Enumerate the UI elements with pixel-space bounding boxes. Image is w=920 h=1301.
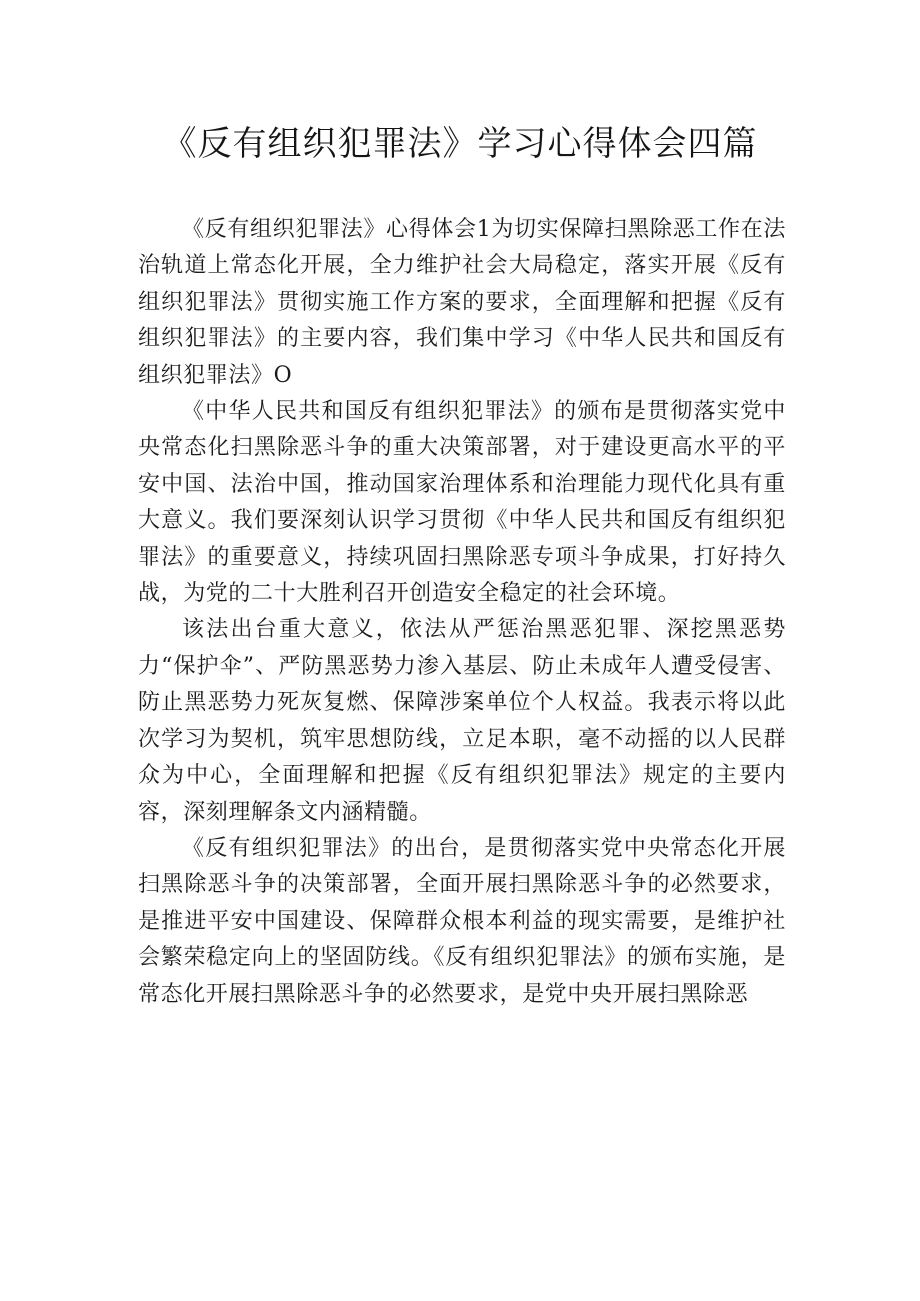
paragraph-4: 《反有组织犯罪法》的出台，是贯彻落实党中央常态化开展扫黑除恶斗争的决策部署，全面开展扫黑除恶斗争的必然要求，是推进平安中国建设、保障群众根本利益的现实需要，是维护社会繁荣稳定向上的坚固防线。《反有组织犯罪法》的颁布实施，是常态化开展扫黑除恶斗争的必然要求，是党中央开展扫黑除恶 [138, 835, 786, 1007]
document-body [138, 212, 786, 1013]
paragraph-3: 该法出台重大意义，依法从严惩治黑恶犯罪、深挖黑恶势力“保护伞”、严防黑恶势力渗入基层、防止未成年人遭受侵害、防止黑恶势力死灰复燃、保障涉案单位个人权益。我表示将以此次学习为契机，筑牢思想防线，立足本职，毫不动摇的以人民群众为中心，全面理解和把握《反有组织犯罪法》规定的主要内容，深刻理解条文内涵精髓。 [138, 617, 786, 825]
document-title: 《反有组织犯罪法》学习心得体会四篇 [162, 124, 758, 164]
paragraph-2: 《中华人民共和国反有组织犯罪法》的颁布是贯彻落实党中央常态化扫黑除恶斗争的重大决策部署，对于建设更高水平的平安中国、法治中国，推动国家治理体系和治理能力现代化具有重大意义。我们要深刻认识学习贯彻《中华人民共和国反有组织犯罪法》的重要意义，持续巩固扫黑除恶专项斗争成果，打好持久战，为党的二十大胜利召开创造安全稳定的社会环境。 [138, 399, 786, 607]
paragraph-1: 《反有组织犯罪法》心得体会1为切实保障扫黑除恶工作在法治轨道上常态化开展，全力维护社会大局稳定，落实开展《反有组织犯罪法》贯彻实施工作方案的要求，全面理解和把握《反有组织犯罪法》的主要内容，我们集中学习《中华人民共和国反有组织犯罪法》O [138, 217, 786, 388]
